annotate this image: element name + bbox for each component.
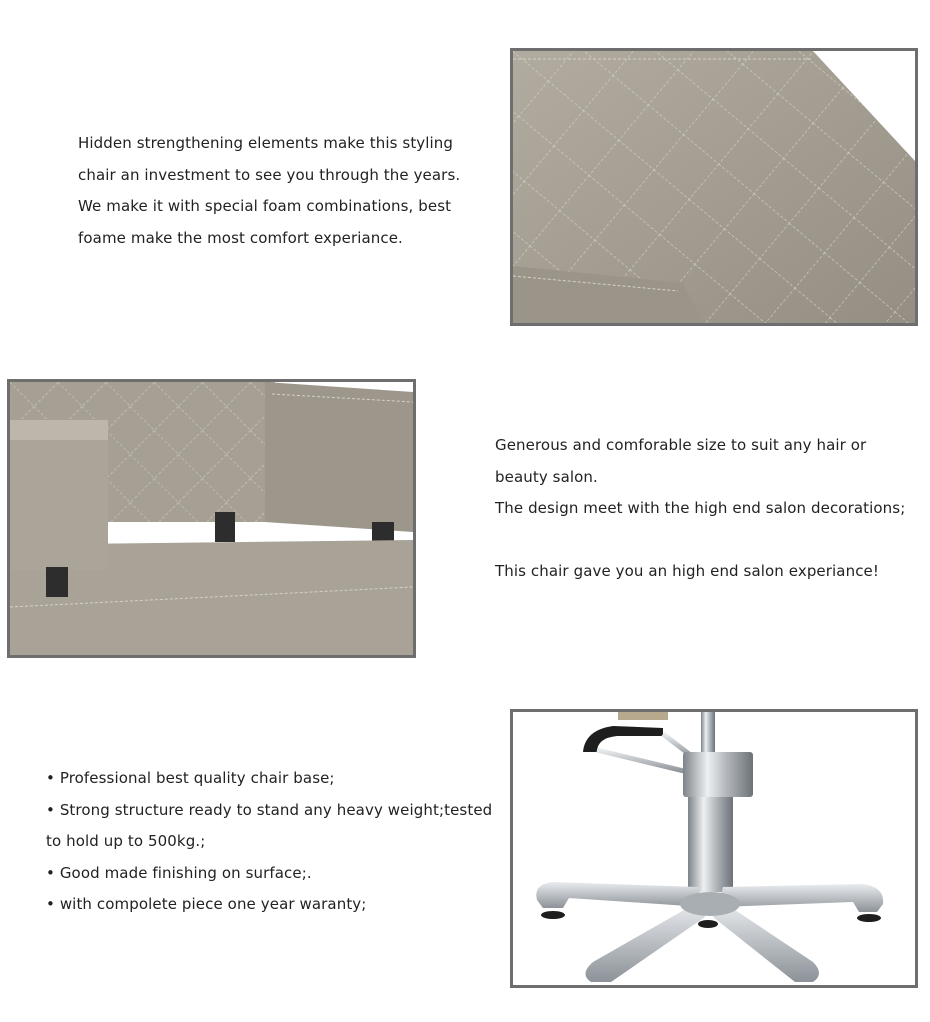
seat-armrest-photo bbox=[7, 379, 416, 658]
text-line: Generous and comforable size to suit any hair or bbox=[495, 436, 867, 454]
chrome-base-photo bbox=[510, 709, 918, 988]
list-item: • Strong structure ready to stand any heavy weight;tested bbox=[46, 800, 493, 819]
list-item: • with compolete piece one year waranty; bbox=[46, 895, 367, 913]
description-strength bbox=[78, 128, 460, 254]
text-line: The design meet with the high end salon decorations; bbox=[495, 499, 906, 517]
backrest-illustration bbox=[513, 51, 915, 323]
description-size bbox=[495, 430, 905, 588]
text-line: foame make the most comfort experiance. bbox=[78, 228, 403, 247]
hydraulic-base-illustration bbox=[513, 712, 915, 985]
seat-illustration bbox=[10, 382, 413, 655]
list-item: • Professional best quality chair base; bbox=[46, 769, 335, 787]
list-item: to hold up to 500kg.; bbox=[46, 832, 206, 850]
text-line: Hidden strengthening elements make this styling bbox=[78, 134, 454, 152]
feature-list-base bbox=[46, 763, 492, 921]
list-item: • Good made finishing on surface;. bbox=[46, 863, 312, 882]
text-line: This chair gave you an high end salon experiance! bbox=[495, 562, 879, 580]
text-line bbox=[495, 525, 905, 557]
text-line: beauty salon. bbox=[495, 467, 598, 486]
text-line: We make it with special foam combinations, best bbox=[78, 197, 452, 215]
backrest-quilted-photo bbox=[510, 48, 918, 326]
text-line: chair an investment to see you through the years. bbox=[78, 165, 461, 184]
